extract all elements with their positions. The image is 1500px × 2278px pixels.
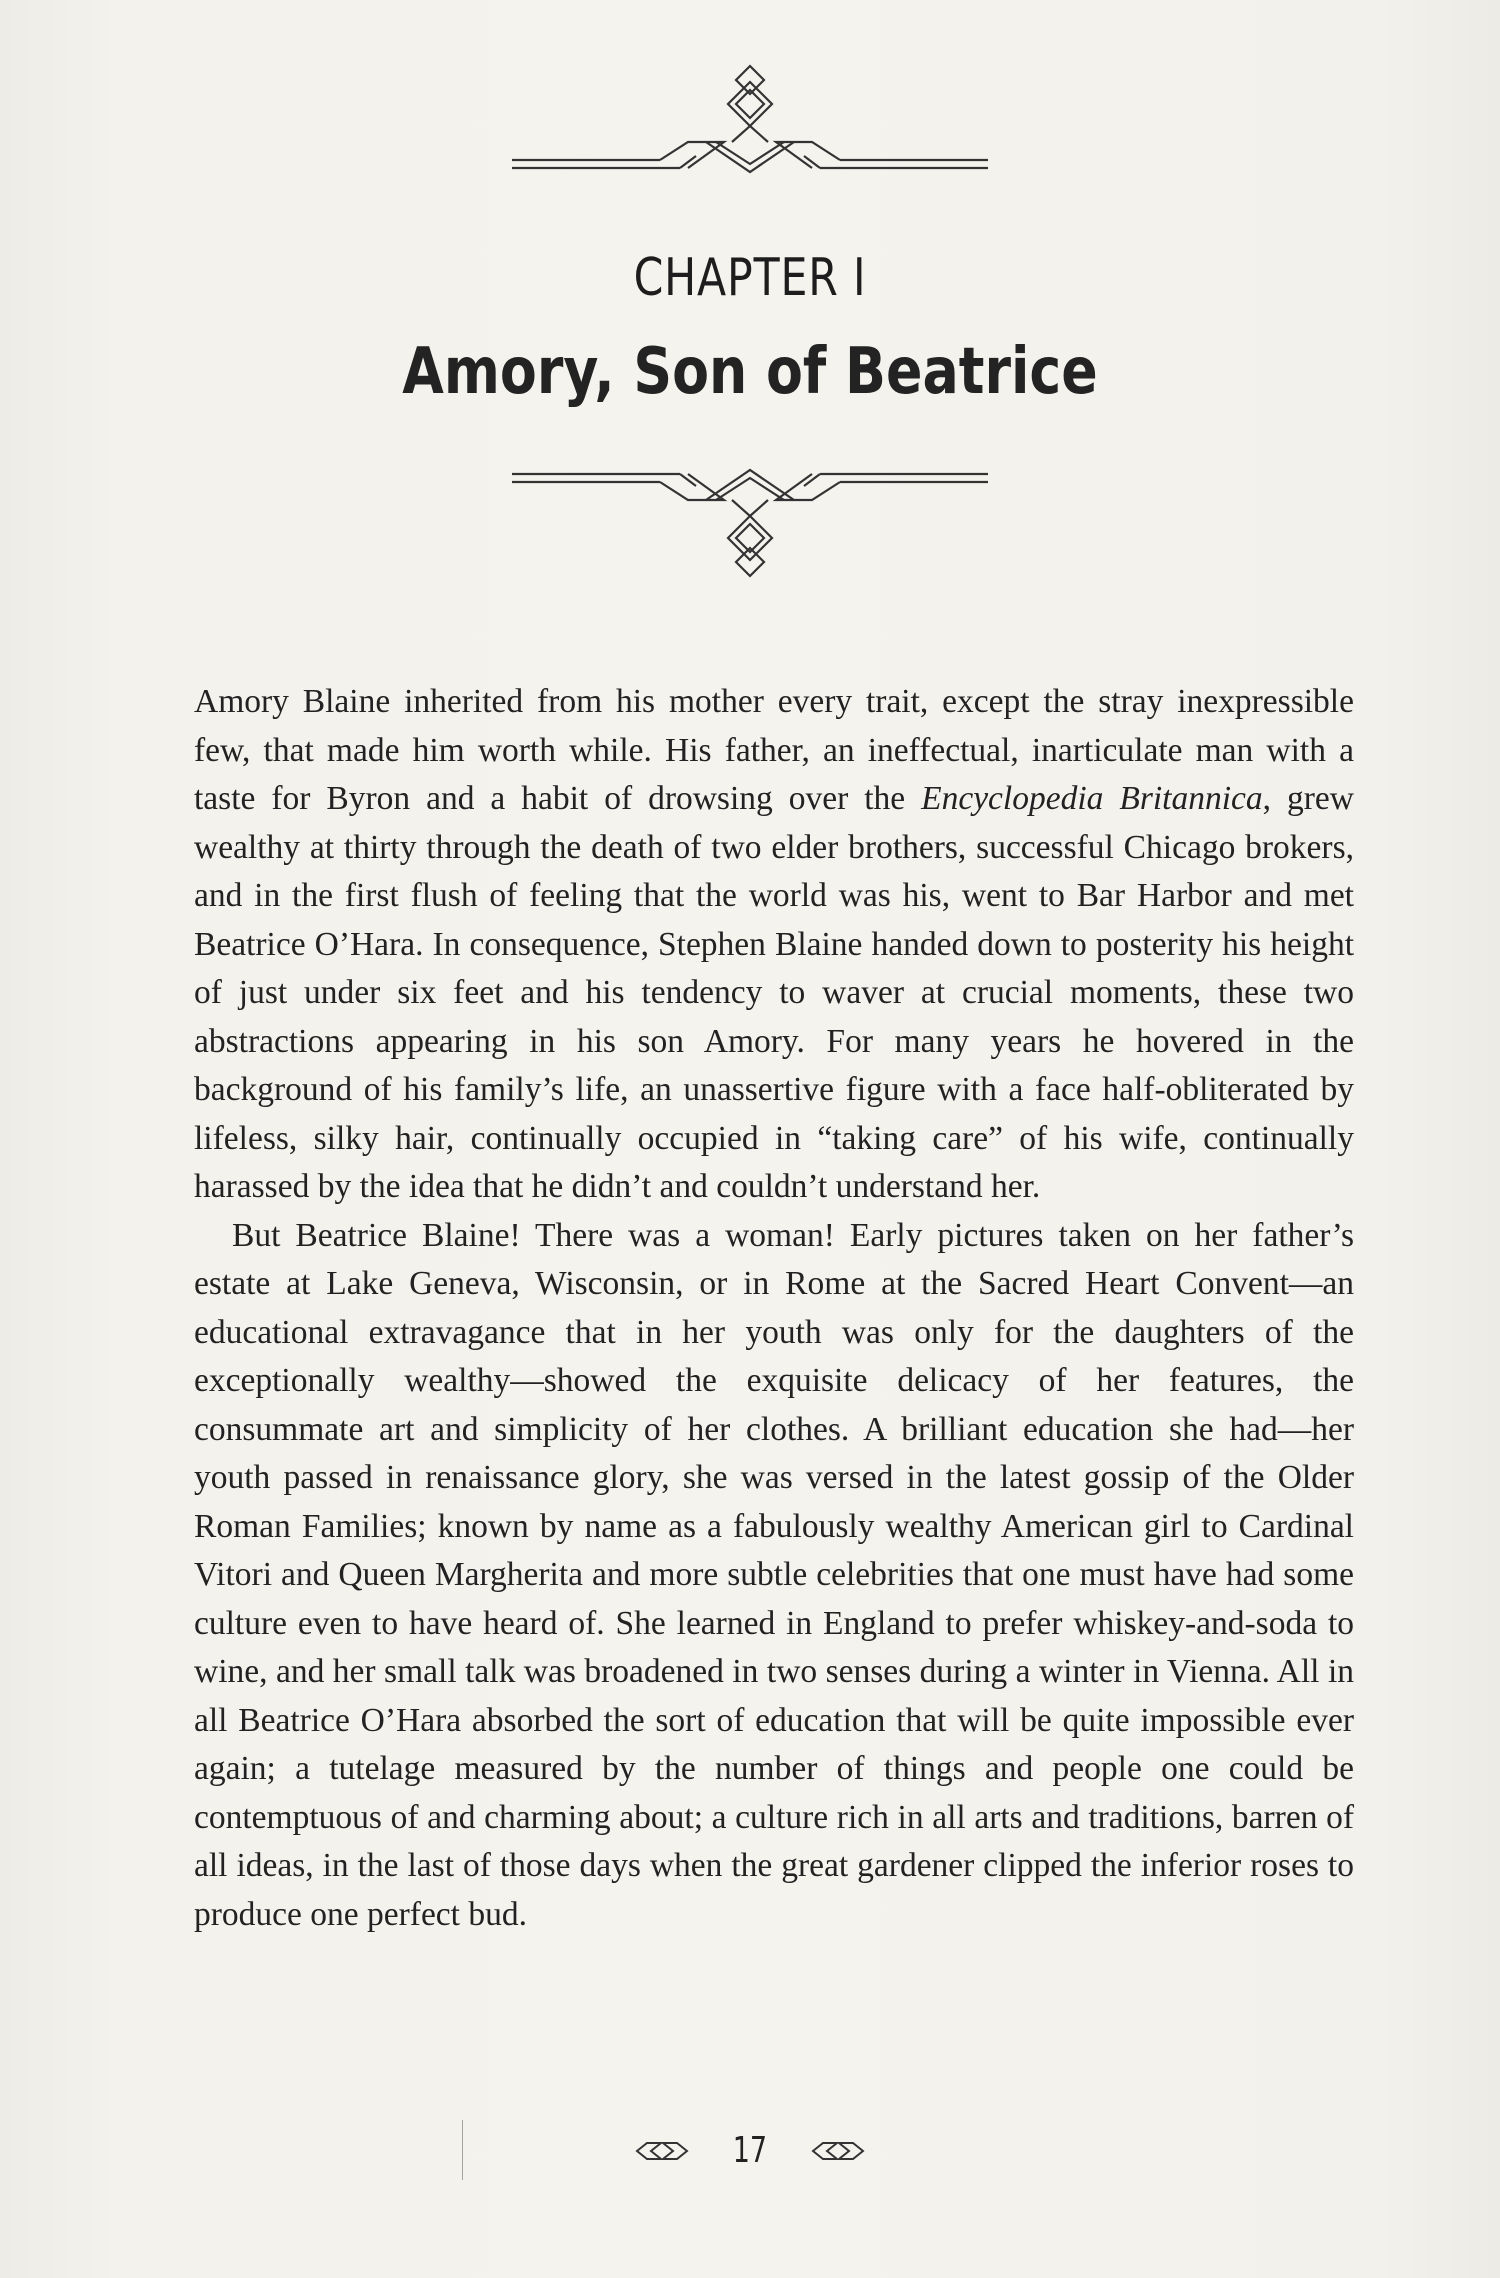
italic-title: Encyclopedia Britannica — [921, 780, 1263, 817]
chapter-title: Amory, Son of Beatrice — [402, 335, 1098, 409]
art-deco-divider-icon — [510, 60, 990, 190]
scan-artifact-line — [462, 2120, 463, 2180]
knot-ornament-icon — [635, 2140, 689, 2162]
paragraph-2: But Beatrice Blaine! There was a woman! Early pictures taken on her father’s estate at Lake Geneva, Wisconsin, or in Rome at the Sacred Heart Convent—an educational extravagance that in her youth was only for the daughters of the exceptionally wealthy—showed the exquisite delicacy of her features, the consummate art and simplicity of her clothes. A brilliant education she had—her youth passed in renaissance glory, she was versed in the latest gossip of the Older Roman Families; known by name as a fabulously wealthy American girl to Cardinal Vitori and Queen Margherita and more subtle celebrities that one must have had some culture even to have heard of. She learned in England to prefer whiskey-and-soda to wine, and her small talk was broadened in two senses during a winter in Vienna. All in all Beatrice O’Hara absorbed the sort of education that will be quite impossible ever again; a tutelage measured by the number of things and people one could be contemptuous of and charming about; a culture rich in all arts and traditions, barren of all ideas, in the last of those days when the great gardener clipped the inferior roses to produce one perfect bud. — [194, 1216, 1354, 1933]
paragraph-1 — [194, 678, 1354, 1212]
paragraph-1-start: Amory Blaine inherited from his mother every trait, except the stray inexpressible few, that made him worth while. His father, an ineffectual, inarticulate man with a taste for Byron and a habit of drowsing over the — [194, 683, 1354, 817]
page-number: 17 — [732, 2130, 768, 2171]
top-deco-ornament — [0, 60, 1500, 190]
knot-ornament-icon — [811, 2140, 865, 2162]
chapter-body — [194, 678, 1354, 1939]
paragraph-1-rest: , grew wealthy at thirty through the death of two elder brothers, successful Chicago brokers, and in the first flush of feeling that the world was his, went to Bar Harbor and met Beatrice O’Hara. In consequence, Stephen Blaine handed down to posterity his height of just under six feet and his tendency to waver at crucial moments, these two abstractions appearing in his son Amory. For many years he hovered in the background of his family’s life, an unassertive figure with a face half-obliterated by lifeless, silky hair, continually occupied in “taking care” of his wife, continually harassed by the idea that he didn’t and couldn’t understand her. — [194, 780, 1354, 1205]
bottom-deco-ornament — [0, 462, 1500, 582]
art-deco-divider-icon — [510, 462, 990, 582]
page-footer — [0, 2130, 1500, 2171]
chapter-label: CHAPTER I — [633, 248, 867, 308]
